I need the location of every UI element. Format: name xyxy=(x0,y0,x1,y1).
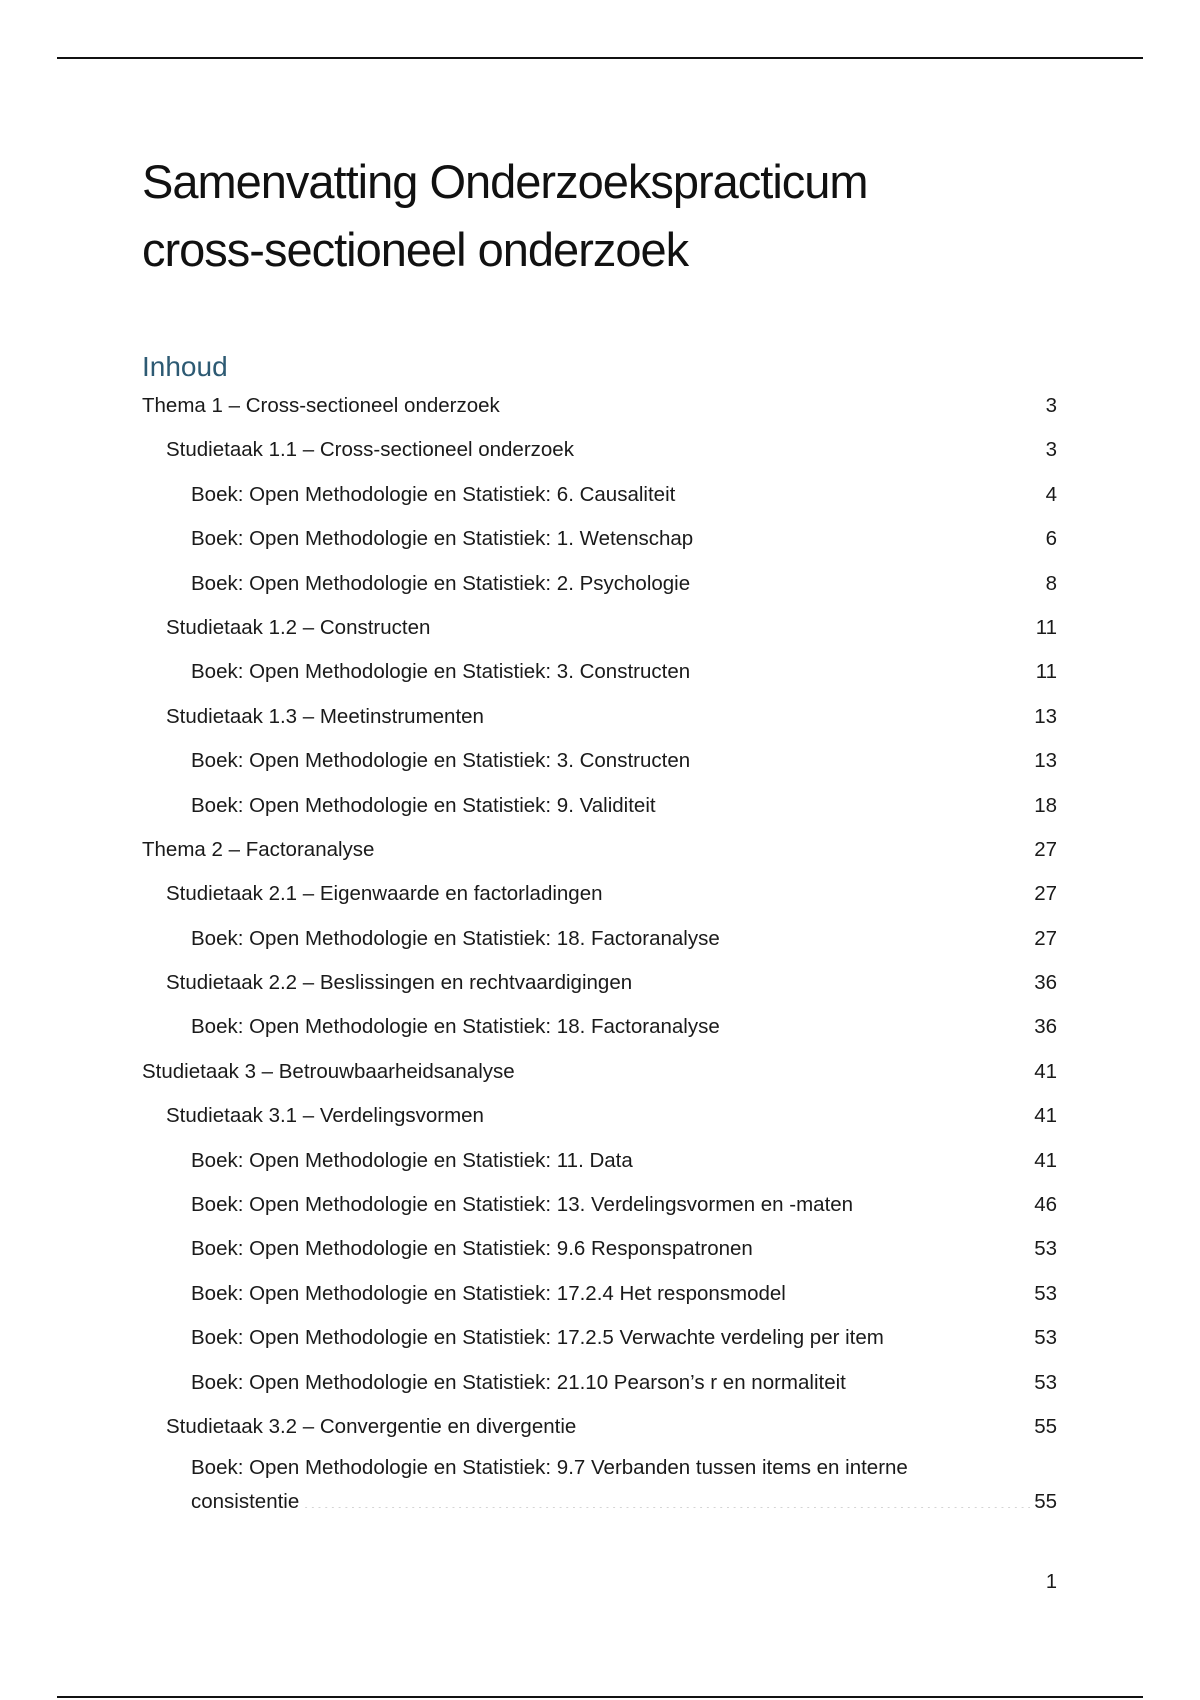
toc-entry-text: Boek: Open Methodologie en Statistiek: 3. Constructen xyxy=(191,749,691,773)
toc-entry-page: 53 xyxy=(1034,1370,1057,1394)
toc-entry[interactable] xyxy=(142,919,1057,963)
toc-entry-page: 27 xyxy=(1034,882,1057,906)
toc-entry[interactable] xyxy=(142,652,1057,696)
dot-leader xyxy=(580,1412,1030,1433)
dot-leader xyxy=(679,480,1041,501)
toc-entry-page: 8 xyxy=(1045,571,1057,595)
toc-entry[interactable] xyxy=(142,1451,1057,1531)
toc-entry-page: 41 xyxy=(1034,1148,1057,1172)
dot-leader xyxy=(488,702,1030,723)
toc-entry-text: Studietaak 3.2 – Convergentie en divergentie xyxy=(166,1414,577,1438)
dot-leader xyxy=(694,658,1032,679)
dot-leader xyxy=(303,1488,1030,1509)
footer-rule xyxy=(57,1696,1143,1698)
dot-leader xyxy=(790,1279,1030,1300)
toc-entry-page: 3 xyxy=(1045,394,1057,417)
dot-leader xyxy=(636,969,1030,990)
toc-entry-text: Studietaak 1.1 – Cross-sectioneel onderzoek xyxy=(166,438,574,462)
toc-entry-page: 41 xyxy=(1034,1059,1057,1083)
toc-entry-text: Studietaak 2.2 – Beslissingen en rechtvaardigingen xyxy=(166,971,633,995)
toc-entry-text: Studietaak 3 – Betrouwbaarheidsanalyse xyxy=(142,1059,515,1083)
toc-entry-text-continued: consistentie xyxy=(191,1490,300,1514)
toc-entry-text: Boek: Open Methodologie en Statistiek: 9. Validiteit xyxy=(191,793,656,817)
toc-entry-text: Boek: Open Methodologie en Statistiek: 18. Factoranalyse xyxy=(191,1015,720,1039)
dot-leader xyxy=(697,525,1041,546)
toc-entry-text: Boek: Open Methodologie en Statistiek: 21.10 Pearson’s r en normaliteit xyxy=(191,1370,846,1394)
toc-entry-text: Boek: Open Methodologie en Statistiek: 18. Factoranalyse xyxy=(191,926,720,950)
toc-entry-text: Boek: Open Methodologie en Statistiek: 3. Constructen xyxy=(191,660,691,684)
toc-entry[interactable] xyxy=(142,1274,1057,1318)
toc-entry-text: Boek: Open Methodologie en Statistiek: 9.6 Responspatronen xyxy=(191,1237,753,1261)
dot-leader xyxy=(434,613,1031,634)
dot-leader xyxy=(850,1368,1030,1389)
toc-entry-page: 3 xyxy=(1045,438,1057,462)
toc-entry-text: Boek: Open Methodologie en Statistiek: 13. Verdelingsvormen en -maten xyxy=(191,1193,854,1217)
toc-entry[interactable] xyxy=(142,1007,1057,1051)
toc-entry[interactable] xyxy=(142,1407,1057,1451)
toc-entry[interactable] xyxy=(142,1185,1057,1229)
toc-entry[interactable] xyxy=(142,608,1057,652)
toc-entry-page: 18 xyxy=(1034,793,1057,817)
toc-entry-page: 13 xyxy=(1034,749,1057,773)
toc-entry-page: 41 xyxy=(1034,1104,1057,1128)
toc-entry-text: Boek: Open Methodologie en Statistiek: 17.2.5 Verwachte verdeling per item xyxy=(191,1326,884,1350)
toc-entry-text: Boek: Open Methodologie en Statistiek: 11. Data xyxy=(191,1148,633,1172)
dot-leader xyxy=(488,1102,1030,1123)
dot-leader xyxy=(519,1057,1031,1078)
toc-entry[interactable] xyxy=(142,830,1057,874)
toc-entry-page: 53 xyxy=(1034,1237,1057,1261)
toc-heading: Inhoud xyxy=(142,351,228,382)
toc-entry-page: 53 xyxy=(1034,1281,1057,1305)
toc-entry[interactable] xyxy=(142,1318,1057,1362)
toc-entry-page: 55 xyxy=(1034,1414,1057,1438)
title-line-2: cross-sectioneel onderzoek xyxy=(142,223,689,276)
toc-entry-text: Boek: Open Methodologie en Statistiek: 6. Causaliteit xyxy=(191,482,676,506)
dot-leader xyxy=(637,1146,1030,1167)
document-title xyxy=(142,148,1082,284)
toc-entry-text: Studietaak 1.2 – Constructen xyxy=(166,615,431,639)
toc-entry-page: 6 xyxy=(1045,527,1057,551)
toc-entry-text: Thema 1 – Cross-sectioneel onderzoek xyxy=(142,394,500,417)
toc-entry[interactable] xyxy=(142,786,1057,830)
toc-entry-text: Studietaak 1.3 – Meetinstrumenten xyxy=(166,704,484,728)
dot-leader xyxy=(757,1235,1030,1256)
toc-entry[interactable] xyxy=(142,564,1057,608)
page-number: 1 xyxy=(1045,1571,1057,1593)
toc-entry-text: Boek: Open Methodologie en Statistiek: 9.7 Verbanden tussen items en interne xyxy=(191,1456,908,1480)
dot-leader xyxy=(888,1324,1030,1345)
dot-leader xyxy=(694,569,1041,590)
toc-entry[interactable] xyxy=(142,1096,1057,1140)
dot-leader xyxy=(504,392,1041,413)
toc-entry-page: 27 xyxy=(1034,837,1057,861)
toc-entry[interactable] xyxy=(142,1363,1057,1407)
toc-entry-page: 11 xyxy=(1035,615,1057,639)
toc-entry-page: 4 xyxy=(1045,482,1057,506)
toc-entry-page: 55 xyxy=(1034,1490,1057,1514)
toc-entry-text: Boek: Open Methodologie en Statistiek: 2. Psychologie xyxy=(191,571,691,595)
dot-leader xyxy=(378,835,1030,856)
toc-entry[interactable] xyxy=(142,386,1057,430)
toc-entry[interactable] xyxy=(142,741,1057,785)
toc-entry-text: Thema 2 – Factoranalyse xyxy=(142,837,375,861)
table-of-contents xyxy=(142,386,1057,1531)
toc-entry-page: 13 xyxy=(1034,704,1057,728)
toc-entry[interactable] xyxy=(142,874,1057,918)
dot-leader xyxy=(724,924,1030,945)
toc-entry-page: 46 xyxy=(1034,1193,1057,1217)
toc-entry-page: 11 xyxy=(1035,660,1057,684)
toc-entry[interactable] xyxy=(142,1229,1057,1273)
toc-entry[interactable] xyxy=(142,963,1057,1007)
toc-entry[interactable] xyxy=(142,1052,1057,1096)
dot-leader xyxy=(857,1191,1030,1212)
toc-entry-page: 53 xyxy=(1034,1326,1057,1350)
toc-entry[interactable] xyxy=(142,519,1057,563)
toc-entry-page: 27 xyxy=(1034,926,1057,950)
toc-entry-text: Boek: Open Methodologie en Statistiek: 1. Wetenschap xyxy=(191,527,694,551)
toc-entry-page: 36 xyxy=(1034,1015,1057,1039)
toc-entry-text: Studietaak 2.1 – Eigenwaarde en factorladingen xyxy=(166,882,603,906)
dot-leader xyxy=(578,436,1041,457)
dot-leader xyxy=(607,880,1031,901)
toc-entry[interactable] xyxy=(142,1141,1057,1185)
header-rule xyxy=(57,57,1143,59)
toc-entry[interactable] xyxy=(142,475,1057,519)
toc-entry-text: Studietaak 3.1 – Verdelingsvormen xyxy=(166,1104,484,1128)
title-line-1: Samenvatting Onderzoekspracticum xyxy=(142,155,868,208)
toc-entry-text: Boek: Open Methodologie en Statistiek: 17.2.4 Het responsmodel xyxy=(191,1281,786,1305)
toc-entry-page: 36 xyxy=(1034,971,1057,995)
dot-leader xyxy=(660,791,1031,812)
toc-entry[interactable] xyxy=(142,697,1057,741)
dot-leader xyxy=(694,747,1030,768)
dot-leader xyxy=(724,1013,1030,1034)
toc-entry[interactable] xyxy=(142,430,1057,474)
